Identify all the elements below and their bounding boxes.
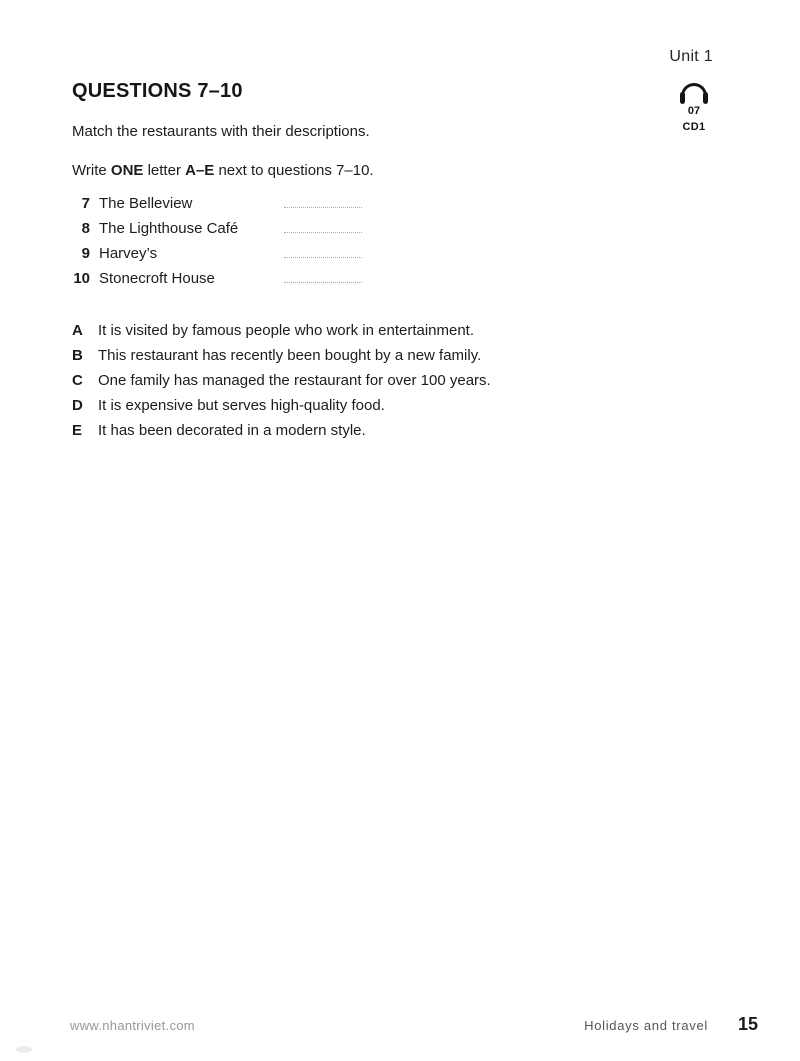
question-text: The Belleview xyxy=(99,195,193,212)
question-text: Stonecroft House xyxy=(99,270,215,287)
option-row xyxy=(72,418,632,443)
questions-heading: QUESTIONS 7–10 xyxy=(72,80,243,102)
answer-line xyxy=(284,257,362,258)
instruction-match: Match the restaurants with their descriptions. xyxy=(72,123,370,140)
question-text: Harvey’s xyxy=(99,245,158,262)
options-list xyxy=(72,318,632,443)
audio-track-block xyxy=(668,83,720,133)
headphones-earcup-right xyxy=(703,92,708,104)
option-letter: A xyxy=(72,322,83,339)
option-row xyxy=(72,343,632,368)
question-text: The Lighthouse Café xyxy=(99,220,239,237)
instruction-write xyxy=(72,162,632,180)
question-row xyxy=(72,241,632,266)
answer-line xyxy=(284,282,362,283)
scan-smudge-artifact xyxy=(16,1046,32,1053)
instruction-write-part1: Write xyxy=(72,162,111,179)
instruction-write-part2: letter xyxy=(143,162,186,179)
footer-website: www.nhantriviet.com xyxy=(70,1018,195,1033)
option-text: It is expensive but serves high-quality food. xyxy=(98,397,385,414)
question-number: 9 xyxy=(81,245,90,262)
headphones-icon xyxy=(679,83,709,105)
option-row xyxy=(72,368,632,393)
option-text: This restaurant has recently been bought by a new family. xyxy=(98,347,482,364)
instruction-write-bold1: ONE xyxy=(110,162,144,179)
answer-line xyxy=(284,207,362,208)
option-letter: D xyxy=(72,397,83,414)
question-row xyxy=(72,191,632,216)
main-content xyxy=(72,80,632,443)
question-number: 7 xyxy=(81,195,90,212)
audio-track-number: 07 xyxy=(687,105,701,117)
questions-list xyxy=(72,191,632,291)
footer-page-number: 15 xyxy=(737,1014,758,1034)
question-row xyxy=(72,266,632,291)
instruction-write-part3: next to questions 7–10. xyxy=(214,162,374,179)
instruction-write-bold2: A–E xyxy=(185,162,215,179)
footer-section-title: Holidays and travel xyxy=(584,1018,708,1033)
option-letter: E xyxy=(72,422,83,439)
answer-line xyxy=(284,232,362,233)
option-text: It is visited by famous people who work in entertainment. xyxy=(98,322,475,339)
audio-cd-label: CD1 xyxy=(682,121,706,133)
question-number: 8 xyxy=(81,220,90,237)
option-row xyxy=(72,318,632,343)
option-letter: C xyxy=(72,372,83,389)
option-text: It has been decorated in a modern style. xyxy=(98,422,366,439)
headphones-earcup-left xyxy=(680,92,685,104)
unit-label: Unit 1 xyxy=(669,48,713,65)
question-row xyxy=(72,216,632,241)
option-letter: B xyxy=(72,347,83,364)
option-row xyxy=(72,393,632,418)
footer-right xyxy=(584,1014,758,1035)
question-number: 10 xyxy=(73,270,90,287)
option-text: One family has managed the restaurant for over 100 years. xyxy=(98,372,491,389)
